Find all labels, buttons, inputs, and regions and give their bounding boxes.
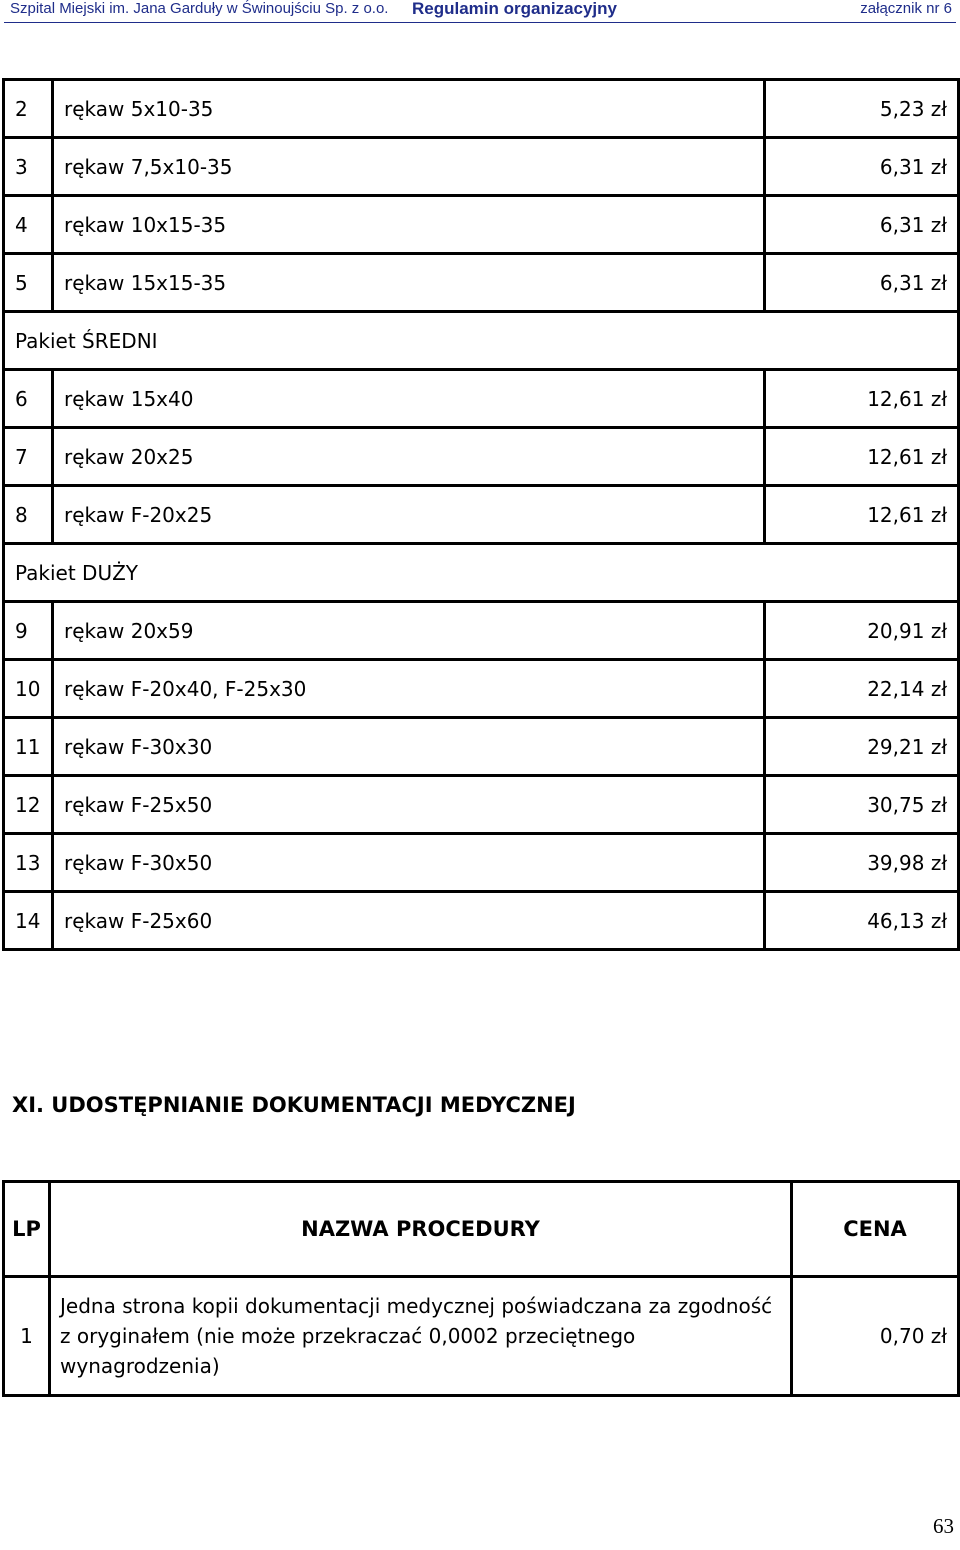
table-row [4,892,959,950]
header-divider [4,22,956,23]
table-row [4,834,959,892]
row-item-name: rękaw F-30x50 [53,834,765,892]
row-price: 0,70 zł [792,1277,959,1396]
row-price: 39,98 zł [765,834,959,892]
table-row [4,1277,959,1396]
section-row [4,544,959,602]
row-number: 8 [4,486,53,544]
row-item-name: rękaw 20x59 [53,602,765,660]
row-price: 20,91 zł [765,602,959,660]
row-price: 29,21 zł [765,718,959,776]
row-number: 10 [4,660,53,718]
table-row [4,718,959,776]
row-number: 3 [4,138,53,196]
page-number: 63 [933,1514,954,1538]
table-row [4,80,959,138]
table-row [4,428,959,486]
row-number: 13 [4,834,53,892]
row-lp: 1 [4,1277,50,1396]
row-number: 6 [4,370,53,428]
header-procedure-name: NAZWA PROCEDURY [50,1182,792,1277]
row-price: 6,31 zł [765,196,959,254]
header-lp: LP [4,1182,50,1277]
row-price: 5,23 zł [765,80,959,138]
page-header [0,0,960,24]
row-price: 12,61 zł [765,428,959,486]
row-number: 11 [4,718,53,776]
row-item-name: rękaw F-25x60 [53,892,765,950]
row-price: 12,61 zł [765,370,959,428]
row-number: 5 [4,254,53,312]
procedure-table-header-row [4,1182,959,1277]
table-row [4,138,959,196]
row-price: 30,75 zł [765,776,959,834]
row-item-name: rękaw 10x15-35 [53,196,765,254]
section-row [4,312,959,370]
row-item-name: rękaw 7,5x10-35 [53,138,765,196]
row-number: 9 [4,602,53,660]
section-label: Pakiet ŚREDNI [4,312,959,370]
row-procedure-name: Jedna strona kopii dokumentacji medycznej poświadczana za zgodność z oryginałem (nie może przekraczać 0,0002 przeciętnego wynagrodzenia) [50,1277,792,1396]
row-item-name: rękaw 15x15-35 [53,254,765,312]
row-item-name: rękaw F-25x50 [53,776,765,834]
price-table-body [4,80,959,950]
table-row [4,254,959,312]
table-row [4,370,959,428]
row-number: 14 [4,892,53,950]
header-document-title: Regulamin organizacyjny [412,0,617,18]
row-item-name: rękaw 20x25 [53,428,765,486]
row-number: 7 [4,428,53,486]
row-number: 2 [4,80,53,138]
row-price: 46,13 zł [765,892,959,950]
table-row [4,486,959,544]
table-row [4,776,959,834]
price-table [2,78,960,951]
header-hospital-name: Szpital Miejski im. Jana Garduły w Świnoujściu Sp. z o.o. [10,0,389,17]
header-price: CENA [792,1182,959,1277]
row-number: 12 [4,776,53,834]
row-price: 22,14 zł [765,660,959,718]
row-item-name: rękaw 5x10-35 [53,80,765,138]
section-label: Pakiet DUŻY [4,544,959,602]
row-item-name: rękaw F-20x40, F-25x30 [53,660,765,718]
row-item-name: rękaw F-20x25 [53,486,765,544]
row-item-name: rękaw 15x40 [53,370,765,428]
row-item-name: rękaw F-30x30 [53,718,765,776]
row-price: 6,31 zł [765,138,959,196]
section-title: XI. UDOSTĘPNIANIE DOKUMENTACJI MEDYCZNEJ [12,1093,576,1117]
row-price: 6,31 zł [765,254,959,312]
procedure-table [2,1180,960,1397]
row-number: 4 [4,196,53,254]
row-price: 12,61 zł [765,486,959,544]
header-attachment-label: załącznik nr 6 [860,0,952,17]
table-row [4,602,959,660]
table-row [4,196,959,254]
table-row [4,660,959,718]
